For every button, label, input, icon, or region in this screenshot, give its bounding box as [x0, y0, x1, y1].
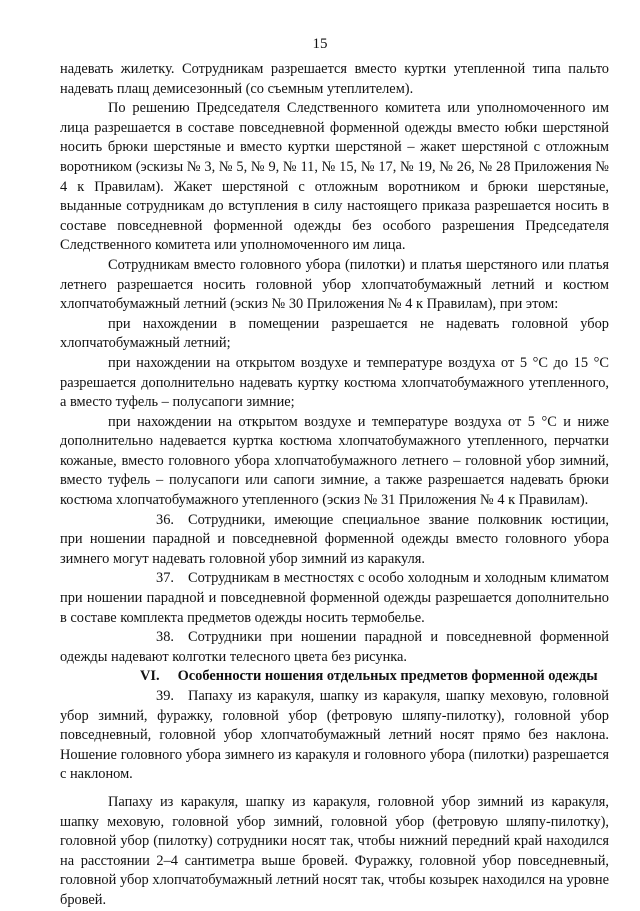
clause-text: Сотрудники, имеющие специальное звание полковник юстиции, при ношении парадной и повседневной форменной одежды вместо головного убора зимнего могут надевать головной убор зимний из каракуля.: [60, 511, 609, 567]
paragraph: при нахождении в помещении разрешается не надевать головной убор хлопчатобумажный летний;: [60, 315, 609, 352]
clause-37: [60, 569, 609, 628]
clause-39: [60, 687, 609, 785]
clause-number: 39.: [156, 688, 174, 704]
clause-number: 38.: [156, 629, 174, 646]
clause-text: Сотрудники при ношении парадной и повседневной форменной одежды надевают колготки телесного цвета без рисунка.: [60, 629, 609, 665]
clause-number: 37.: [156, 570, 174, 587]
document-body: [60, 60, 609, 911]
section-heading: [60, 667, 609, 687]
paragraph: надевать жилетку. Сотрудникам разрешается вместо куртки утепленной типа пальто надевать плащ демисезонный (со съемным утеплителем).: [60, 61, 609, 97]
paragraph: По решению Председателя Следственного комитета или уполномоченного им лица разрешается в составе повседневной форменной одежды вместо юбки шерстяной носить брюки шерстяные и вместо куртки шерстяной – жакет шерстяной с отложным воротником (эскизы № 3, № 5, № 9, № 11, № 15, № 17, № 19, № 26, № 28 Приложения № 4 к Правилам). Жакет шерстяной с отложным воротником и брюки шерстяные, выданные сотрудникам до вступления в силу настоящего приказа разрешается носить в составе повседневной форменной одежды без особого разрешения Председателя Следственного комитета или уполномоченного им лица.: [60, 100, 609, 254]
paragraph: Сотрудникам вместо головного убора (пилотки) и платья шерстяного или платья летнего разрешается носить головной убор хлопчатобумажный летний и костюм хлопчатобумажный летний (эскиз № 30 Приложения № 4 к Правилам), при этом:: [60, 256, 609, 313]
paragraph: при нахождении на открытом воздухе и температуре воздуха от 5 °С до 15 °С разрешается дополнительно надевать куртку костюма хлопчатобумажного утепленного, а вместо туфель – полусапоги зимние;: [60, 354, 609, 411]
clause-text: Папаху из каракуля, шапку из каракуля, шапку меховую, головной убор зимний, фуражку, головной убор (фетровую шляпу-пилотку), головной убор повседневный, головной убор хлопчатобумажный летний носят прямо без наклона. Ношение головного убора зимнего из каракуля и головного убора (пилотки) разрешается с наклоном.: [60, 688, 609, 783]
clause-36: [60, 511, 609, 570]
section-title: Особенности ношения отдельных предметов форменной одежды: [177, 668, 598, 685]
paragraph: при нахождении на открытом воздухе и температуре воздуха от 5 °С и ниже дополнительно надевается куртка костюма хлопчатобумажного утепленного, перчатки кожаные, вместо головного убора хлопчатобумажного летнего – головной убор зимний, вместо туфель – полусапоги или сапоги зимние, а также разрешается надевать брюки костюма хлопчатобумажного утепленного (эскиз № 31 Приложения № 4 к Правилам).: [60, 413, 609, 509]
clause-number: 36.: [156, 511, 174, 528]
clause-text: Сотрудникам в местностях с особо холодным и холодным климатом при ношении парадной и повседневной форменной одежды разрешается дополнительно в составе комплекта предметов одежды носить термобелье.: [60, 570, 609, 626]
clause-38: [60, 628, 609, 667]
paragraph: Папаху из каракуля, шапку из каракуля, головной убор зимний из каракуля, шапку меховую, головной убор зимний, головной убор (фетровую шляпу-пилотку), головной убор (пилотку) сотрудники носят так, чтобы нижний передний край находился на расстоянии 2–4 сантиметра выше бровей. Фуражку, головной убор повседневный, головной убор хлопчатобумажный летний носят так, чтобы козырек находился на уровне бровей.: [60, 793, 609, 908]
section-number: VI.: [140, 668, 160, 685]
page-number: 15: [312, 36, 328, 52]
spacer: [60, 785, 609, 793]
